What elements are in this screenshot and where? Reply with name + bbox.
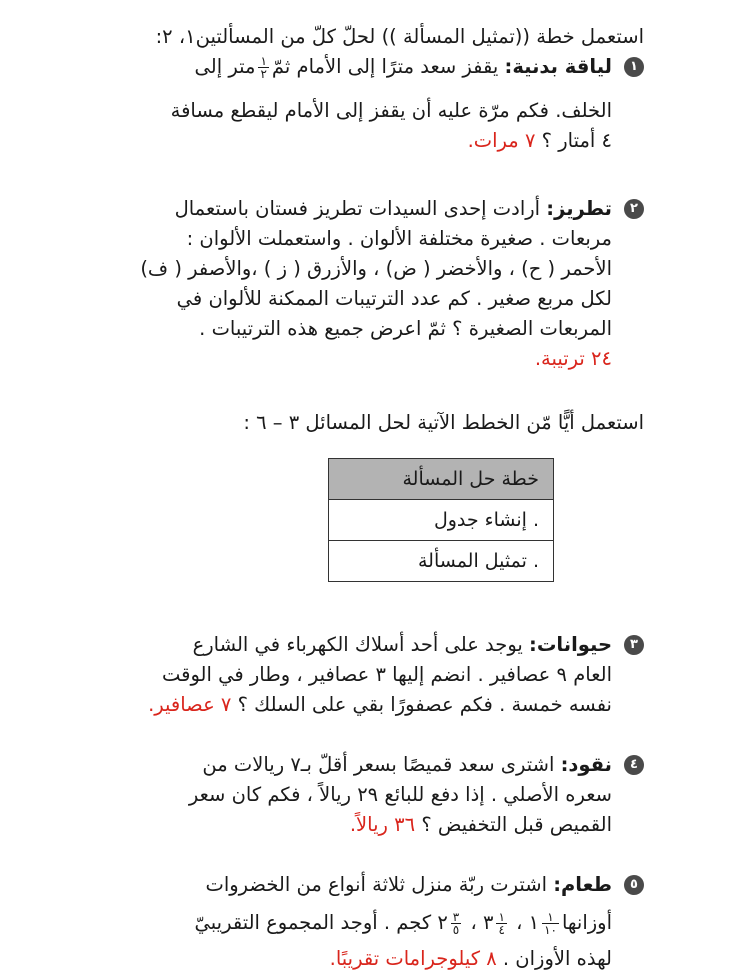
answer: ٣٦ ريالاً. bbox=[349, 813, 416, 836]
problem-3-line-3 bbox=[64, 690, 612, 720]
answer: ٧ مرات. bbox=[467, 129, 536, 152]
plans-table-header: خطة حل المسألة bbox=[329, 459, 554, 500]
problem-1-line-1 bbox=[64, 52, 612, 82]
problem-2-line-1 bbox=[64, 194, 612, 224]
problem-3 bbox=[64, 630, 644, 720]
problem-text: القميص قبل التخفيض ؟ bbox=[421, 813, 612, 836]
answer: ٧ عصافير. bbox=[148, 693, 232, 716]
problem-text: كجم . أوجد المجموع التقريبيّ bbox=[194, 911, 432, 934]
problem-number-badge: ٣ bbox=[624, 635, 644, 655]
fraction-numerator: ١ bbox=[542, 911, 559, 924]
problem-text: ٤ أمتار ؟ bbox=[541, 129, 612, 152]
answer: ٨ كيلوجرامات تقريبًا. bbox=[329, 947, 497, 970]
instruction-choose-plan: استعمل أيًّا مّن الخطط الآتية لحل المسائل ٣ – ٦ : bbox=[243, 411, 644, 434]
problem-number-badge: ٢ bbox=[624, 199, 644, 219]
problem-number-badge: ٤ bbox=[624, 755, 644, 775]
problem-keyword: طعام: bbox=[553, 873, 612, 896]
problem-2 bbox=[64, 194, 644, 374]
plans-table-row: . تمثيل المسألة bbox=[329, 541, 554, 582]
problem-keyword: نقود: bbox=[560, 753, 612, 776]
problem-5-line-2 bbox=[64, 908, 612, 938]
fraction-weight-2 bbox=[496, 911, 506, 936]
problem-4-line-3 bbox=[64, 810, 612, 840]
problem-2-line-5: المربعات الصغيرة ؟ ثمّ اعرض جميع هذه الترتيبات . bbox=[199, 317, 612, 340]
problem-1-line-2: الخلف. فكم مرّة عليه أن يقفز إلى الأمام ليقطع مسافة bbox=[170, 99, 612, 122]
fraction-numerator: ١ bbox=[498, 910, 505, 924]
problem-4-line-1 bbox=[64, 750, 612, 780]
fraction-denominator: ١٠ bbox=[544, 923, 557, 937]
problem-text: اشترى سعد قميصًا بسعر أقلّ بـ٧ ريالات من bbox=[202, 753, 555, 776]
fraction-weight-1 bbox=[542, 911, 559, 936]
mixed-whole: ١ ، bbox=[516, 911, 540, 934]
problem-1 bbox=[64, 52, 644, 156]
mixed-whole: ٣ ، bbox=[470, 911, 494, 934]
fraction-numerator: ٣ bbox=[452, 910, 460, 924]
mixed-whole: ٢ bbox=[437, 911, 448, 934]
problem-number-badge: ٥ bbox=[624, 875, 644, 895]
fraction-half bbox=[258, 55, 268, 80]
problem-2-line-4: لكل مربع صغير . كم عدد الترتيبات الممكنة للألوان في bbox=[176, 287, 612, 310]
instruction-plan-representation: استعمل خطة ((تمثيل المسألة )) لحلّ كلّ من المسألتين١، ٢: bbox=[155, 25, 644, 48]
fraction-denominator: ٤ bbox=[498, 923, 505, 937]
problem-text: اشترت ربّة منزل ثلاثة أنواع من الخضروات bbox=[205, 873, 547, 896]
plans-table bbox=[328, 458, 554, 582]
fraction-denominator: ٢ bbox=[260, 67, 267, 81]
problem-2-line-3: الأحمر ( ح) ، والأخضر ( ض) ، والأزرق ( ز ) ،والأصفر ( ف) bbox=[140, 257, 612, 280]
problem-4 bbox=[64, 750, 644, 840]
answer: ٢٤ ترتيبة. bbox=[534, 347, 612, 370]
worksheet-page bbox=[64, 22, 644, 974]
fraction-denominator: ٥ bbox=[452, 923, 460, 937]
problem-text: أوزانها bbox=[561, 911, 612, 934]
problem-4-line-2: سعره الأصلي . إذا دفع للبائع ٢٩ ريالاً ، فكم كان سعر bbox=[188, 783, 612, 806]
problem-text: أرادت إحدى السيدات تطريز فستان باستعمال bbox=[174, 197, 541, 220]
problem-5 bbox=[64, 870, 644, 974]
problem-number-badge: ١ bbox=[624, 57, 644, 77]
problem-keyword: لياقة بدنية: bbox=[504, 55, 612, 78]
plans-table-row: . إنشاء جدول bbox=[329, 500, 554, 541]
problem-2-line-2: مربعات . صغيرة مختلفة الألوان . واستعملت الألوان : bbox=[186, 227, 612, 250]
problem-5-line-3 bbox=[64, 944, 612, 974]
problem-3-line-1 bbox=[64, 630, 612, 660]
problem-3-line-2: العام ٩ عصافير . انضم إليها ٣ عصافير ، وطار في الوقت bbox=[161, 663, 612, 686]
problem-text: نفسه خمسة . فكم عصفورًا بقي على السلك ؟ bbox=[237, 693, 612, 716]
problem-5-line-1 bbox=[64, 870, 612, 900]
problem-text: يوجد على أحد أسلاك الكهرباء في الشارع bbox=[192, 633, 523, 656]
fraction-weight-3 bbox=[451, 911, 461, 936]
problem-text: متر إلى bbox=[194, 55, 256, 78]
problem-text: لهذه الأوزان . bbox=[502, 947, 612, 970]
problem-keyword: حيوانات: bbox=[529, 633, 612, 656]
problem-keyword: تطريز: bbox=[546, 197, 612, 220]
problem-text: يقفز سعد مترًا إلى الأمام ثمّ bbox=[271, 55, 499, 78]
fraction-numerator: ١ bbox=[260, 54, 267, 68]
problem-1-line-3 bbox=[64, 126, 612, 156]
